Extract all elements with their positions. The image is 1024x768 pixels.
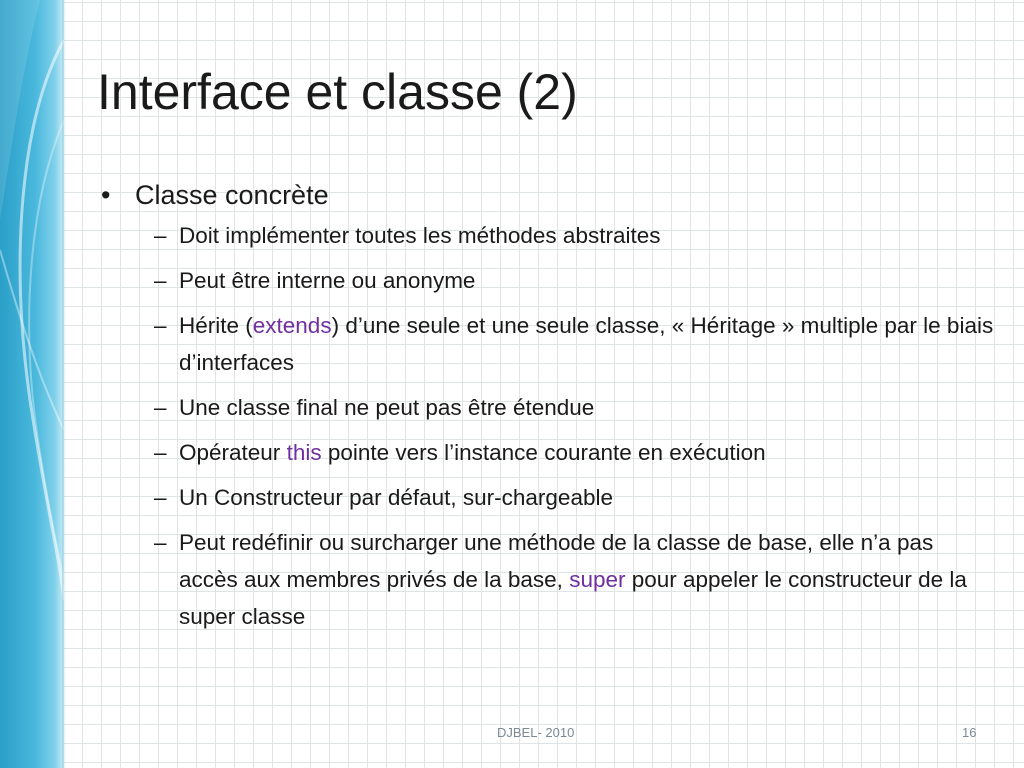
sub-bullet-text: pointe vers l’instance courante en exécution xyxy=(321,440,766,465)
sub-bullet-item xyxy=(97,262,997,299)
band-shadow-edge xyxy=(62,0,66,768)
dash-icon: – xyxy=(154,530,167,555)
left-decorative-band xyxy=(0,0,64,768)
wave-decoration xyxy=(0,0,64,768)
sub-bullet-text: ) d’une seule et une seule classe, « Héritage » multiple par le biais d’interfaces xyxy=(179,313,994,375)
sub-bullet-item xyxy=(97,434,997,471)
sub-bullet-text: Un Constructeur par défaut, sur-chargeable xyxy=(179,485,613,510)
sub-bullet-item xyxy=(97,479,997,516)
footer-page-number: 16 xyxy=(962,725,977,740)
sub-bullet-text: Doit implémenter toutes les méthodes abstraites xyxy=(179,223,661,248)
sub-bullet-text: Opérateur xyxy=(179,440,287,465)
sub-bullet-text: Peut être interne ou anonyme xyxy=(179,268,476,293)
sub-bullet-item xyxy=(97,217,997,254)
sub-bullet-list xyxy=(97,217,997,635)
bullet-icon: • xyxy=(101,180,111,210)
dash-icon: – xyxy=(154,485,167,510)
keyword-this: this xyxy=(286,440,322,465)
dash-icon: – xyxy=(154,268,167,293)
footer-author: DJBEL- 2010 xyxy=(497,725,575,740)
keyword-extends: extends xyxy=(252,313,332,338)
sub-bullet-text: Hérite ( xyxy=(179,313,253,338)
sub-bullet-text: pour appeler le constructeur de la super classe xyxy=(179,567,967,629)
sub-bullet-item xyxy=(97,524,997,635)
dash-icon: – xyxy=(154,223,167,248)
sub-bullet-text: Peut redéfinir ou surcharger une méthode de la classe de base, elle n’a pas accès aux membres privés de la base, xyxy=(179,530,934,592)
keyword-super: super xyxy=(569,567,626,592)
main-bullet xyxy=(97,175,997,215)
main-bullet-text: Classe concrète xyxy=(135,180,329,210)
sub-bullet-text: Une classe final ne peut pas être étendue xyxy=(179,395,595,420)
sub-bullet-item xyxy=(97,389,997,426)
slide-content xyxy=(97,175,997,643)
dash-icon: – xyxy=(154,313,167,338)
dash-icon: – xyxy=(154,440,167,465)
dash-icon: – xyxy=(154,395,167,420)
sub-bullet-item xyxy=(97,307,997,381)
slide-title: Interface et classe (2) xyxy=(97,64,578,120)
